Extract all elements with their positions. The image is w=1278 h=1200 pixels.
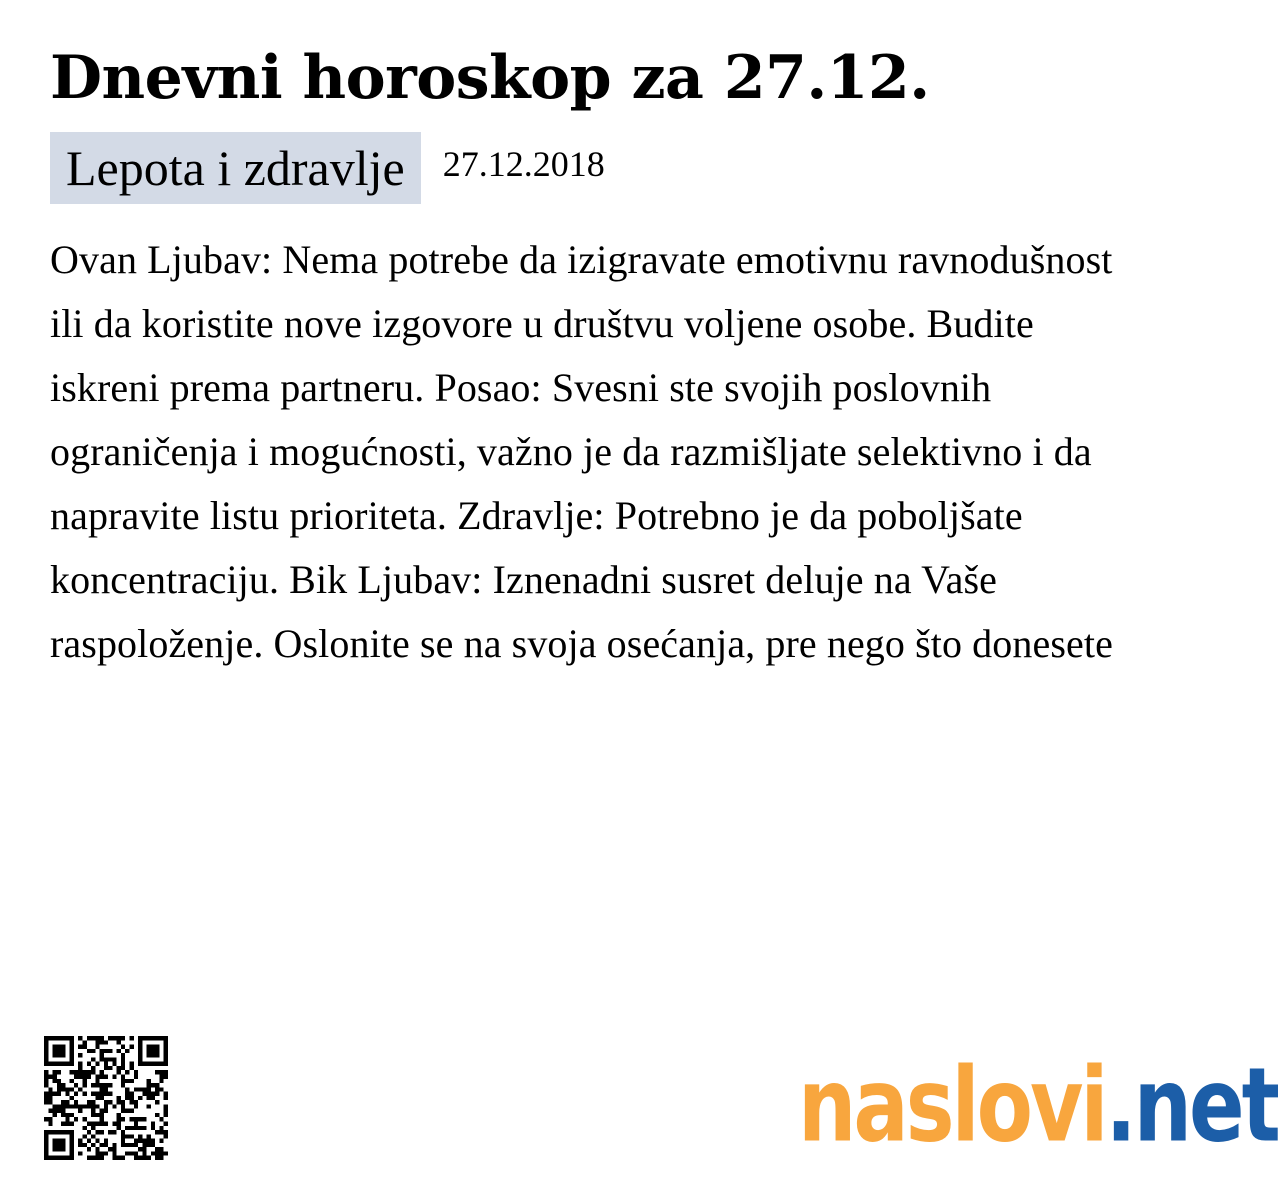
category-badge[interactable]: Lepota i zdravlje [50, 132, 421, 204]
logo-text-naslovi: naslovi [798, 1046, 1106, 1166]
logo-text-net: .net [1105, 1046, 1278, 1166]
qr-code-icon [44, 1036, 168, 1160]
article-date: 27.12.2018 [442, 144, 605, 184]
naslovi-logo[interactable] [798, 1046, 1278, 1166]
article-meta [50, 132, 605, 204]
article-title: Dnevni horoskop za 27.12. [50, 43, 930, 113]
article-body: Ovan Ljubav: Nema potrebe da izigravate emotivnu ravnodušnost ili da koristite nove izgovore u društvu voljene osobe. Budite iskreni prema partneru. Posao: Svesni ste svojih poslovnih ograničenja i mogućnosti, važno je da razmišljate selektivno i da napravite listu prioriteta. Zdravlje: Potrebno je da poboljšate koncentraciju. Bik Ljubav: Iznenadni susret deluje na Vaše raspoloženje. Oslonite se na svoja osećanja, pre nego što donesete [50, 237, 1113, 666]
